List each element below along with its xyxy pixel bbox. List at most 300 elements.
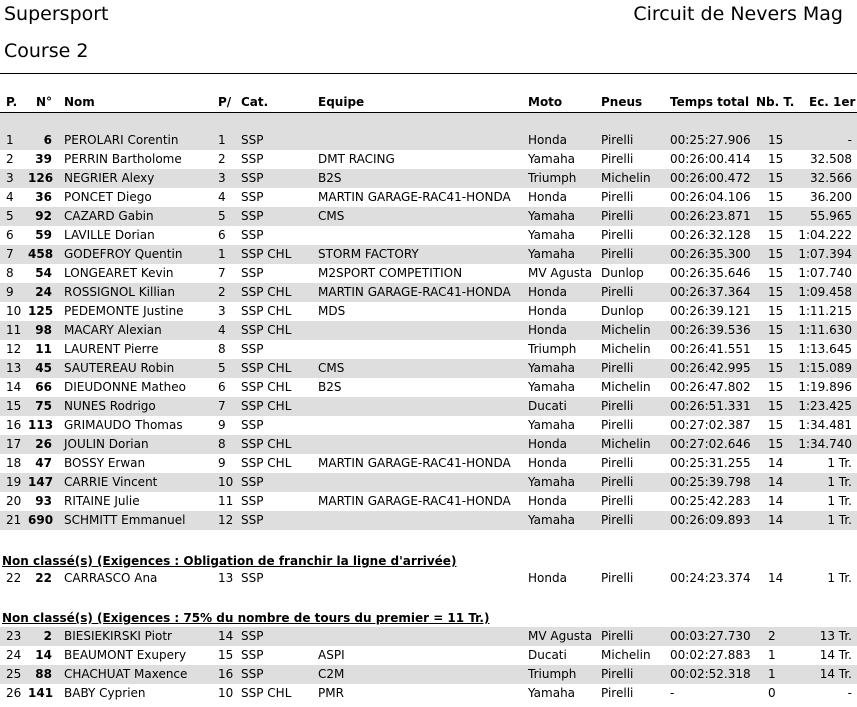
cell-tyres: Dunlop bbox=[601, 304, 644, 318]
cell-name: LAVILLE Dorian bbox=[64, 228, 155, 242]
cell-team: B2S bbox=[318, 171, 342, 185]
cell-cat-pos: 2 bbox=[218, 285, 226, 299]
cell-laps: 0 bbox=[768, 686, 776, 700]
col-num: N° bbox=[36, 95, 53, 109]
cell-name: GODEFROY Quentin bbox=[64, 247, 183, 261]
cell-name: MACARY Alexian bbox=[64, 323, 162, 337]
cell-total-time: 00:26:51.331 bbox=[670, 399, 751, 413]
cell-num: 26 bbox=[35, 437, 52, 451]
cell-pos: 11 bbox=[6, 323, 22, 337]
cell-pos: 19 bbox=[6, 475, 22, 489]
cell-bike: Ducati bbox=[528, 399, 567, 413]
cell-cat-pos: 6 bbox=[218, 380, 226, 394]
cell-cat-pos: 10 bbox=[218, 686, 234, 700]
race-title: Course 2 bbox=[4, 40, 89, 62]
cell-gap: 1:09.458 bbox=[798, 285, 852, 299]
cell-team: B2S bbox=[318, 380, 342, 394]
cell-num: 54 bbox=[35, 266, 52, 280]
cell-bike: Yamaha bbox=[528, 361, 576, 375]
cell-gap: 32.566 bbox=[810, 171, 852, 185]
cell-gap: 1:11.630 bbox=[798, 323, 852, 337]
cell-cat-pos: 1 bbox=[218, 133, 226, 147]
cell-gap: 1:15.089 bbox=[798, 361, 852, 375]
cell-num: 92 bbox=[35, 209, 52, 223]
cell-bike: Ducati bbox=[528, 648, 567, 662]
cell-tyres: Michelin bbox=[601, 323, 651, 337]
cell-laps: 14 bbox=[768, 456, 784, 470]
cell-bike: Yamaha bbox=[528, 475, 576, 489]
col-cat: Cat. bbox=[241, 95, 269, 109]
cell-name: SAUTEREAU Robin bbox=[64, 361, 175, 375]
cell-bike: Triumph bbox=[528, 171, 577, 185]
table-row bbox=[0, 340, 857, 359]
cell-num: 39 bbox=[35, 152, 52, 166]
cell-name: BABY Cyprien bbox=[64, 686, 146, 700]
cell-cat: SSP bbox=[241, 418, 264, 432]
cell-gap: 1:04.222 bbox=[798, 228, 852, 242]
header-spacer bbox=[0, 113, 857, 132]
cell-num: 75 bbox=[35, 399, 52, 413]
cell-tyres: Michelin bbox=[601, 342, 651, 356]
table-row bbox=[0, 359, 857, 378]
cell-laps: 14 bbox=[768, 475, 784, 489]
cell-laps: 15 bbox=[768, 228, 784, 242]
col-gap: Ec. 1er bbox=[809, 95, 856, 109]
cell-bike: Honda bbox=[528, 571, 567, 585]
cell-total-time: 00:02:27.883 bbox=[670, 648, 751, 662]
table-row bbox=[0, 302, 857, 321]
cell-gap: 1:19.896 bbox=[798, 380, 852, 394]
table-row bbox=[0, 188, 857, 207]
cell-pos: 2 bbox=[6, 152, 14, 166]
cell-laps: 14 bbox=[768, 513, 784, 527]
cell-total-time: 00:26:00.472 bbox=[670, 171, 751, 185]
col-total-time: Temps total bbox=[670, 95, 750, 109]
cell-num: 14 bbox=[35, 648, 52, 662]
table-row bbox=[0, 245, 857, 264]
table-row bbox=[0, 646, 857, 665]
cell-tyres: Michelin bbox=[601, 171, 651, 185]
col-bike: Moto bbox=[528, 95, 563, 109]
cell-gap: 1:23.425 bbox=[798, 399, 852, 413]
cell-name: CHACHUAT Maxence bbox=[64, 667, 188, 681]
cell-num: 2 bbox=[43, 629, 52, 643]
cell-name: NEGRIER Alexy bbox=[64, 171, 155, 185]
cell-cat: SSP CHL bbox=[241, 304, 292, 318]
cell-tyres: Michelin bbox=[601, 437, 651, 451]
cell-total-time: 00:24:23.374 bbox=[670, 571, 751, 585]
cell-laps: 2 bbox=[768, 629, 776, 643]
cell-cat: SSP CHL bbox=[241, 247, 292, 261]
cell-laps: 15 bbox=[768, 152, 784, 166]
table-row bbox=[0, 378, 857, 397]
cell-total-time: 00:25:31.255 bbox=[670, 456, 751, 470]
cell-cat: SSP CHL bbox=[241, 285, 292, 299]
cell-tyres: Pirelli bbox=[601, 494, 634, 508]
cell-total-time: 00:26:04.106 bbox=[670, 190, 751, 204]
cell-gap: 1 Tr. bbox=[827, 494, 852, 508]
cell-cat-pos: 8 bbox=[218, 437, 226, 451]
cell-num: 458 bbox=[28, 247, 54, 261]
cell-team: CMS bbox=[318, 209, 345, 223]
cell-gap: 55.965 bbox=[810, 209, 852, 223]
cell-bike: Honda bbox=[528, 456, 567, 470]
table-row bbox=[0, 435, 857, 454]
cell-tyres: Pirelli bbox=[601, 285, 634, 299]
cell-total-time: 00:25:27.906 bbox=[670, 133, 751, 147]
cell-laps: 15 bbox=[768, 209, 784, 223]
cell-name: BEAUMONT Exupery bbox=[64, 648, 187, 662]
cell-name: LAURENT Pierre bbox=[64, 342, 159, 356]
cell-laps: 15 bbox=[768, 342, 784, 356]
cell-bike: Honda bbox=[528, 494, 567, 508]
cell-cat-pos: 3 bbox=[218, 171, 226, 185]
cell-num: 141 bbox=[28, 686, 54, 700]
cell-team: MARTIN GARAGE-RAC41-HONDA bbox=[318, 190, 511, 204]
cell-team: CMS bbox=[318, 361, 345, 375]
cell-pos: 15 bbox=[6, 399, 22, 413]
cell-team: C2M bbox=[318, 667, 345, 681]
cell-laps: 15 bbox=[768, 171, 784, 185]
cell-total-time: 00:26:47.802 bbox=[670, 380, 751, 394]
cell-pos: 4 bbox=[6, 190, 14, 204]
cell-num: 113 bbox=[28, 418, 54, 432]
cell-cat-pos: 14 bbox=[218, 629, 234, 643]
cell-cat: SSP bbox=[241, 133, 264, 147]
cell-cat: SSP CHL bbox=[241, 456, 292, 470]
category-title: Supersport bbox=[4, 3, 109, 25]
cell-num: 22 bbox=[35, 571, 52, 585]
cell-laps: 1 bbox=[768, 648, 776, 662]
cell-total-time: 00:25:42.283 bbox=[670, 494, 751, 508]
cell-total-time: 00:26:23.871 bbox=[670, 209, 751, 223]
cell-tyres: Pirelli bbox=[601, 190, 634, 204]
cell-pos: 18 bbox=[6, 456, 22, 470]
cell-gap: 1 Tr. bbox=[827, 475, 852, 489]
cell-cat-pos: 4 bbox=[218, 323, 226, 337]
cell-name: ROSSIGNOL Killian bbox=[64, 285, 175, 299]
cell-cat: SSP CHL bbox=[241, 361, 292, 375]
cell-pos: 1 bbox=[6, 133, 14, 147]
cell-bike: Yamaha bbox=[528, 686, 576, 700]
cell-num: 98 bbox=[35, 323, 52, 337]
cell-pos: 12 bbox=[6, 342, 22, 356]
cell-gap: - bbox=[847, 133, 852, 147]
cell-cat: SSP bbox=[241, 266, 264, 280]
cell-name: BIESIEKIRSKI Piotr bbox=[64, 629, 172, 643]
cell-num: 88 bbox=[35, 667, 52, 681]
cell-gap: 1 Tr. bbox=[827, 456, 852, 470]
cell-name: CAZARD Gabin bbox=[64, 209, 154, 223]
cell-gap: 1:11.215 bbox=[798, 304, 852, 318]
cell-cat-pos: 9 bbox=[218, 456, 226, 470]
table-row bbox=[0, 416, 857, 435]
cell-tyres: Pirelli bbox=[601, 571, 634, 585]
col-cat-pos: P/ bbox=[218, 95, 232, 109]
cell-bike: MV Agusta bbox=[528, 266, 593, 280]
cell-total-time: 00:26:39.536 bbox=[670, 323, 751, 337]
cell-num: 47 bbox=[35, 456, 52, 470]
cell-name: PEROLARI Corentin bbox=[64, 133, 179, 147]
cell-tyres: Michelin bbox=[601, 380, 651, 394]
cell-name: JOULIN Dorian bbox=[64, 437, 149, 451]
cell-tyres: Michelin bbox=[601, 648, 651, 662]
cell-tyres: Pirelli bbox=[601, 399, 634, 413]
cell-cat: SSP bbox=[241, 513, 264, 527]
cell-total-time: 00:26:09.893 bbox=[670, 513, 751, 527]
title-divider bbox=[0, 73, 857, 74]
cell-pos: 8 bbox=[6, 266, 14, 280]
cell-num: 126 bbox=[28, 171, 54, 185]
cell-cat-pos: 6 bbox=[218, 228, 226, 242]
cell-pos: 16 bbox=[6, 418, 22, 432]
cell-tyres: Pirelli bbox=[601, 667, 634, 681]
col-name: Nom bbox=[64, 95, 95, 109]
cell-gap: 1 Tr. bbox=[827, 571, 852, 585]
cell-gap: 1:13.645 bbox=[798, 342, 852, 356]
table-row bbox=[0, 569, 857, 588]
cell-cat: SSP bbox=[241, 209, 264, 223]
cell-num: 11 bbox=[35, 342, 52, 356]
cell-tyres: Pirelli bbox=[601, 247, 634, 261]
cell-bike: Yamaha bbox=[528, 418, 576, 432]
cell-cat: SSP CHL bbox=[241, 323, 292, 337]
table-row bbox=[0, 511, 857, 530]
cell-cat-pos: 2 bbox=[218, 152, 226, 166]
cell-cat-pos: 7 bbox=[218, 266, 226, 280]
cell-laps: 15 bbox=[768, 323, 784, 337]
cell-laps: 15 bbox=[768, 247, 784, 261]
cell-tyres: Pirelli bbox=[601, 686, 634, 700]
cell-num: 24 bbox=[35, 285, 52, 299]
cell-cat-pos: 5 bbox=[218, 361, 226, 375]
cell-laps: 1 bbox=[768, 667, 776, 681]
section-title-nc2: Non classé(s) (Exigences : 75% du nombre de tours du premier = 11 Tr.) bbox=[2, 611, 490, 625]
cell-pos: 26 bbox=[6, 686, 22, 700]
circuit-title: Circuit de Nevers Mag bbox=[633, 3, 843, 25]
cell-cat: SSP bbox=[241, 648, 264, 662]
cell-gap: 14 Tr. bbox=[819, 648, 852, 662]
cell-cat: SSP bbox=[241, 494, 264, 508]
table-row bbox=[0, 454, 857, 473]
cell-team: PMR bbox=[318, 686, 344, 700]
cell-cat-pos: 12 bbox=[218, 513, 234, 527]
cell-laps: 15 bbox=[768, 380, 784, 394]
cell-team: DMT RACING bbox=[318, 152, 395, 166]
cell-cat-pos: 9 bbox=[218, 418, 226, 432]
cell-bike: Honda bbox=[528, 437, 567, 451]
cell-num: 59 bbox=[35, 228, 52, 242]
cell-num: 45 bbox=[35, 361, 52, 375]
cell-cat-pos: 7 bbox=[218, 399, 226, 413]
cell-num: 6 bbox=[43, 133, 52, 147]
cell-pos: 14 bbox=[6, 380, 22, 394]
cell-cat: SSP bbox=[241, 342, 264, 356]
cell-total-time: 00:02:52.318 bbox=[670, 667, 751, 681]
cell-name: RITAINE Julie bbox=[64, 494, 140, 508]
cell-laps: 15 bbox=[768, 304, 784, 318]
cell-laps: 15 bbox=[768, 190, 784, 204]
cell-name: LONGEARET Kevin bbox=[64, 266, 174, 280]
cell-name: CARRIE Vincent bbox=[64, 475, 158, 489]
cell-pos: 20 bbox=[6, 494, 22, 508]
cell-tyres: Pirelli bbox=[601, 456, 634, 470]
cell-cat: SSP bbox=[241, 667, 264, 681]
table-row bbox=[0, 226, 857, 245]
cell-tyres: Pirelli bbox=[601, 361, 634, 375]
cell-pos: 25 bbox=[6, 667, 22, 681]
cell-total-time: 00:26:35.300 bbox=[670, 247, 751, 261]
cell-laps: 15 bbox=[768, 361, 784, 375]
cell-cat-pos: 10 bbox=[218, 475, 234, 489]
cell-bike: Honda bbox=[528, 190, 567, 204]
cell-pos: 21 bbox=[6, 513, 22, 527]
cell-total-time: - bbox=[670, 686, 675, 700]
table-row bbox=[0, 283, 857, 302]
cell-num: 36 bbox=[35, 190, 52, 204]
cell-name: PEDEMONTE Justine bbox=[64, 304, 184, 318]
table-header bbox=[0, 93, 857, 113]
cell-tyres: Pirelli bbox=[601, 133, 634, 147]
cell-team: STORM FACTORY bbox=[318, 247, 419, 261]
cell-cat-pos: 3 bbox=[218, 304, 226, 318]
cell-name: GRIMAUDO Thomas bbox=[64, 418, 183, 432]
cell-total-time: 00:26:32.128 bbox=[670, 228, 751, 242]
col-pos: P. bbox=[6, 95, 18, 109]
cell-total-time: 00:03:27.730 bbox=[670, 629, 751, 643]
cell-tyres: Pirelli bbox=[601, 418, 634, 432]
cell-name: CARRASCO Ana bbox=[64, 571, 158, 585]
cell-num: 690 bbox=[28, 513, 54, 527]
cell-name: SCHMITT Emmanuel bbox=[64, 513, 186, 527]
cell-cat-pos: 11 bbox=[218, 494, 234, 508]
cell-gap: 14 Tr. bbox=[819, 667, 852, 681]
col-laps: Nb. T. bbox=[756, 95, 795, 109]
cell-total-time: 00:26:35.646 bbox=[670, 266, 751, 280]
cell-cat: SSP bbox=[241, 629, 264, 643]
cell-bike: Triumph bbox=[528, 667, 577, 681]
cell-cat-pos: 13 bbox=[218, 571, 234, 585]
cell-bike: Yamaha bbox=[528, 209, 576, 223]
cell-bike: Yamaha bbox=[528, 513, 576, 527]
cell-gap: 1:07.740 bbox=[798, 266, 852, 280]
cell-laps: 15 bbox=[768, 266, 784, 280]
cell-total-time: 00:26:41.551 bbox=[670, 342, 751, 356]
cell-name: PERRIN Bartholome bbox=[64, 152, 182, 166]
cell-cat: SSP bbox=[241, 228, 264, 242]
cell-total-time: 00:27:02.646 bbox=[670, 437, 751, 451]
cell-cat: SSP CHL bbox=[241, 399, 292, 413]
cell-bike: Yamaha bbox=[528, 247, 576, 261]
cell-laps: 15 bbox=[768, 437, 784, 451]
cell-tyres: Pirelli bbox=[601, 629, 634, 643]
cell-num: 93 bbox=[35, 494, 52, 508]
cell-tyres: Dunlop bbox=[601, 266, 644, 280]
cell-tyres: Pirelli bbox=[601, 209, 634, 223]
cell-name: DIEUDONNE Matheo bbox=[64, 380, 186, 394]
cell-cat-pos: 1 bbox=[218, 247, 226, 261]
cell-tyres: Pirelli bbox=[601, 475, 634, 489]
cell-name: BOSSY Erwan bbox=[64, 456, 146, 470]
cell-gap: 1:07.394 bbox=[798, 247, 852, 261]
cell-gap: 36.200 bbox=[810, 190, 852, 204]
table-row bbox=[0, 684, 857, 703]
cell-cat-pos: 4 bbox=[218, 190, 226, 204]
section-title-nc1: Non classé(s) (Exigences : Obligation de franchir la ligne d'arrivée) bbox=[2, 554, 457, 568]
cell-total-time: 00:26:00.414 bbox=[670, 152, 751, 166]
cell-team: ASPI bbox=[318, 648, 345, 662]
cell-gap: 1:34.740 bbox=[798, 437, 852, 451]
table-row bbox=[0, 207, 857, 226]
cell-pos: 9 bbox=[6, 285, 14, 299]
cell-cat: SSP bbox=[241, 152, 264, 166]
table-row bbox=[0, 665, 857, 684]
col-tyres: Pneus bbox=[601, 95, 643, 109]
cell-tyres: Pirelli bbox=[601, 228, 634, 242]
cell-laps: 14 bbox=[768, 571, 784, 585]
cell-num: 125 bbox=[28, 304, 54, 318]
cell-cat: SSP CHL bbox=[241, 380, 292, 394]
cell-tyres: Pirelli bbox=[601, 513, 634, 527]
cell-team: MARTIN GARAGE-RAC41-HONDA bbox=[318, 456, 511, 470]
cell-gap: 1:34.481 bbox=[798, 418, 852, 432]
cell-pos: 13 bbox=[6, 361, 22, 375]
cell-pos: 10 bbox=[6, 304, 22, 318]
cell-laps: 15 bbox=[768, 285, 784, 299]
cell-cat: SSP bbox=[241, 571, 264, 585]
cell-total-time: 00:26:37.364 bbox=[670, 285, 751, 299]
cell-team: MARTIN GARAGE-RAC41-HONDA bbox=[318, 494, 511, 508]
cell-cat-pos: 5 bbox=[218, 209, 226, 223]
cell-bike: Yamaha bbox=[528, 380, 576, 394]
cell-pos: 17 bbox=[6, 437, 22, 451]
cell-team: MDS bbox=[318, 304, 346, 318]
cell-total-time: 00:26:42.995 bbox=[670, 361, 751, 375]
cell-team: M2SPORT COMPETITION bbox=[318, 266, 463, 280]
table-row bbox=[0, 627, 857, 646]
cell-pos: 24 bbox=[6, 648, 22, 662]
table-row bbox=[0, 131, 857, 150]
cell-total-time: 00:25:39.798 bbox=[670, 475, 751, 489]
cell-num: 147 bbox=[28, 475, 54, 489]
cell-pos: 7 bbox=[6, 247, 14, 261]
cell-laps: 14 bbox=[768, 494, 784, 508]
cell-total-time: 00:26:39.121 bbox=[670, 304, 751, 318]
cell-bike: Honda bbox=[528, 304, 567, 318]
cell-gap: 1 Tr. bbox=[827, 513, 852, 527]
cell-gap: - bbox=[847, 686, 852, 700]
cell-team: MARTIN GARAGE-RAC41-HONDA bbox=[318, 285, 511, 299]
cell-gap: 32.508 bbox=[810, 152, 852, 166]
cell-bike: MV Agusta bbox=[528, 629, 593, 643]
cell-bike: Honda bbox=[528, 323, 567, 337]
cell-pos: 23 bbox=[6, 629, 22, 643]
col-team: Equipe bbox=[318, 95, 365, 109]
cell-cat: SSP CHL bbox=[241, 686, 292, 700]
table-row bbox=[0, 169, 857, 188]
cell-gap: 13 Tr. bbox=[819, 629, 852, 643]
cell-name: PONCET Diego bbox=[64, 190, 152, 204]
cell-pos: 6 bbox=[6, 228, 14, 242]
table-row bbox=[0, 321, 857, 340]
cell-laps: 15 bbox=[768, 133, 784, 147]
table-row bbox=[0, 264, 857, 283]
cell-pos: 3 bbox=[6, 171, 14, 185]
cell-cat-pos: 16 bbox=[218, 667, 234, 681]
cell-bike: Yamaha bbox=[528, 152, 576, 166]
cell-laps: 15 bbox=[768, 418, 784, 432]
table-row bbox=[0, 397, 857, 416]
